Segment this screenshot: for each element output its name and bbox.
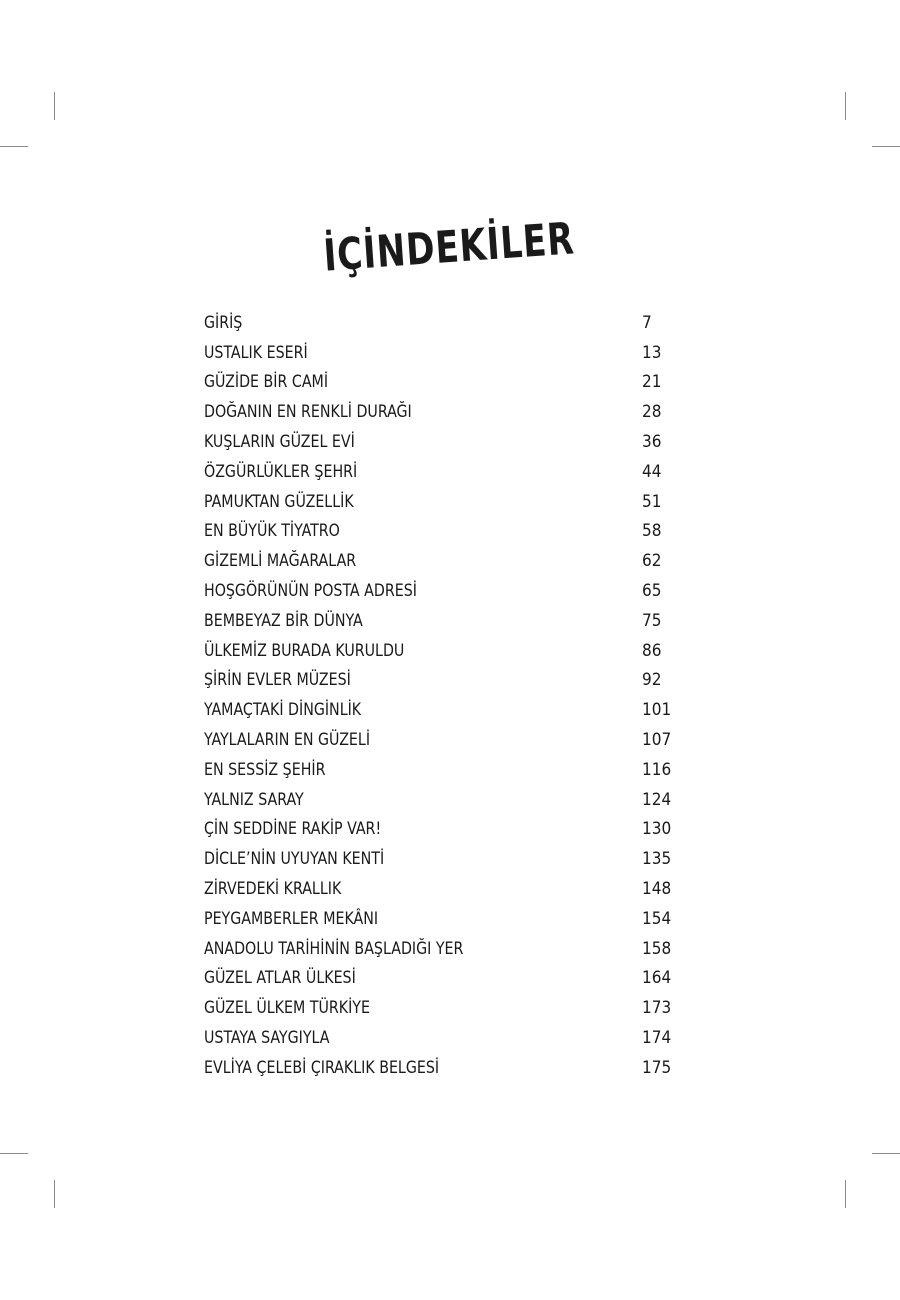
toc-entry[interactable] xyxy=(204,606,684,636)
toc-entry-title: ANADOLU TARİHİNİN BAŞLADIĞI YER xyxy=(204,938,464,959)
toc-entry-title: EN BÜYÜK TİYATRO xyxy=(204,521,340,542)
page-title: İÇİNDEKİLER xyxy=(321,213,576,282)
crop-mark xyxy=(845,92,846,120)
toc-entry-page: 135 xyxy=(642,849,672,870)
crop-mark xyxy=(54,1180,55,1208)
toc-entry[interactable] xyxy=(204,874,684,904)
toc-entry[interactable] xyxy=(204,308,684,338)
toc-entry-page: 7 xyxy=(642,312,652,333)
crop-mark xyxy=(872,1153,900,1154)
toc-entry-page: 174 xyxy=(642,1028,672,1049)
toc-entry-page: 51 xyxy=(642,491,662,512)
toc-entry-page: 173 xyxy=(642,998,672,1019)
toc-entry-title: KUŞLARIN GÜZEL EVİ xyxy=(204,432,355,453)
toc-entry-page: 124 xyxy=(642,789,672,810)
toc-entry-page: 130 xyxy=(642,819,672,840)
toc-entry-page: 164 xyxy=(642,968,672,989)
toc-entry-title: YALNIZ SARAY xyxy=(204,789,304,810)
toc-entry[interactable] xyxy=(204,427,684,457)
toc-entry[interactable] xyxy=(204,725,684,755)
toc-entry-page: 58 xyxy=(642,521,662,542)
toc-entry[interactable] xyxy=(204,755,684,785)
toc-entry-title: DOĞANIN EN RENKLİ DURAĞI xyxy=(204,402,412,423)
toc-entry-title: GÜZEL ÜLKEM TÜRKİYE xyxy=(204,998,370,1019)
toc-entry-title: GÜZEL ATLAR ÜLKESİ xyxy=(204,968,356,989)
toc-entry[interactable] xyxy=(204,934,684,964)
toc-entry-page: 107 xyxy=(642,730,672,751)
table-of-contents xyxy=(204,308,684,1083)
toc-entry-page: 75 xyxy=(642,610,662,631)
crop-mark xyxy=(872,146,900,147)
toc-entry[interactable] xyxy=(204,666,684,696)
toc-entry-title: GİZEMLİ MAĞARALAR xyxy=(204,551,357,572)
toc-entry-title: EN SESSİZ ŞEHİR xyxy=(204,759,326,780)
toc-entry-title: USTAYA SAYGIYLA xyxy=(204,1028,330,1049)
toc-entry-title: YAYLALARIN EN GÜZELİ xyxy=(204,730,371,751)
toc-entry-page: 116 xyxy=(642,759,672,780)
crop-mark xyxy=(54,92,55,120)
toc-entry[interactable] xyxy=(204,993,684,1023)
toc-entry-page: 158 xyxy=(642,938,672,959)
toc-entry-title: ÜLKEMİZ BURADA KURULDU xyxy=(204,640,405,661)
crop-mark xyxy=(845,1180,846,1208)
toc-entry-page: 44 xyxy=(642,461,662,482)
toc-entry-title: DİCLE’NİN UYUYAN KENTİ xyxy=(204,849,385,870)
toc-entry-page: 92 xyxy=(642,670,662,691)
crop-mark xyxy=(0,146,28,147)
toc-entry-title: YAMAÇTAKİ DİNGİNLİK xyxy=(204,700,362,721)
toc-entry-title: ZİRVEDEKİ KRALLIK xyxy=(204,879,342,900)
toc-entry-title: HOŞGÖRÜNÜN POSTA ADRESİ xyxy=(204,581,417,602)
toc-entry[interactable] xyxy=(204,1053,684,1083)
toc-entry-page: 86 xyxy=(642,640,662,661)
toc-entry[interactable] xyxy=(204,964,684,994)
toc-entry[interactable] xyxy=(204,397,684,427)
toc-entry[interactable] xyxy=(204,904,684,934)
toc-entry[interactable] xyxy=(204,695,684,725)
toc-entry-page: 65 xyxy=(642,581,662,602)
toc-entry-page: 101 xyxy=(642,700,672,721)
toc-entry[interactable] xyxy=(204,785,684,815)
toc-entry[interactable] xyxy=(204,368,684,398)
toc-entry-title: PEYGAMBERLER MEKÂNI xyxy=(204,908,379,929)
toc-entry-page: 148 xyxy=(642,879,672,900)
toc-entry-title: ÖZGÜRLÜKLER ŞEHRİ xyxy=(204,461,358,482)
toc-entry-page: 62 xyxy=(642,551,662,572)
toc-entry-title: ŞİRİN EVLER MÜZESİ xyxy=(204,670,351,691)
toc-entry-page: 36 xyxy=(642,432,662,453)
toc-entry-page: 175 xyxy=(642,1057,672,1078)
toc-entry-page: 28 xyxy=(642,402,662,423)
toc-entry-title: GÜZİDE BİR CAMİ xyxy=(204,372,329,393)
toc-entry[interactable] xyxy=(204,546,684,576)
toc-entry-title: USTALIK ESERİ xyxy=(204,342,308,363)
toc-entry[interactable] xyxy=(204,844,684,874)
toc-entry-title: ÇİN SEDDİNE RAKİP VAR! xyxy=(204,819,382,840)
toc-entry-title: EVLİYA ÇELEBİ ÇIRAKLIK BELGESİ xyxy=(204,1057,440,1078)
toc-entry[interactable] xyxy=(204,338,684,368)
toc-entry[interactable] xyxy=(204,517,684,547)
crop-mark xyxy=(0,1153,28,1154)
toc-entry[interactable] xyxy=(204,457,684,487)
toc-entry[interactable] xyxy=(204,815,684,845)
toc-entry-page: 13 xyxy=(642,342,662,363)
toc-entry-page: 154 xyxy=(642,908,672,929)
toc-entry-title: PAMUKTAN GÜZELLİK xyxy=(204,491,354,512)
toc-entry-title: GİRİŞ xyxy=(204,312,243,333)
toc-entry[interactable] xyxy=(204,1023,684,1053)
toc-entry-page: 21 xyxy=(642,372,662,393)
toc-entry[interactable] xyxy=(204,636,684,666)
toc-entry-title: BEMBEYAZ BİR DÜNYA xyxy=(204,610,363,631)
toc-entry[interactable] xyxy=(204,487,684,517)
toc-entry[interactable] xyxy=(204,576,684,606)
